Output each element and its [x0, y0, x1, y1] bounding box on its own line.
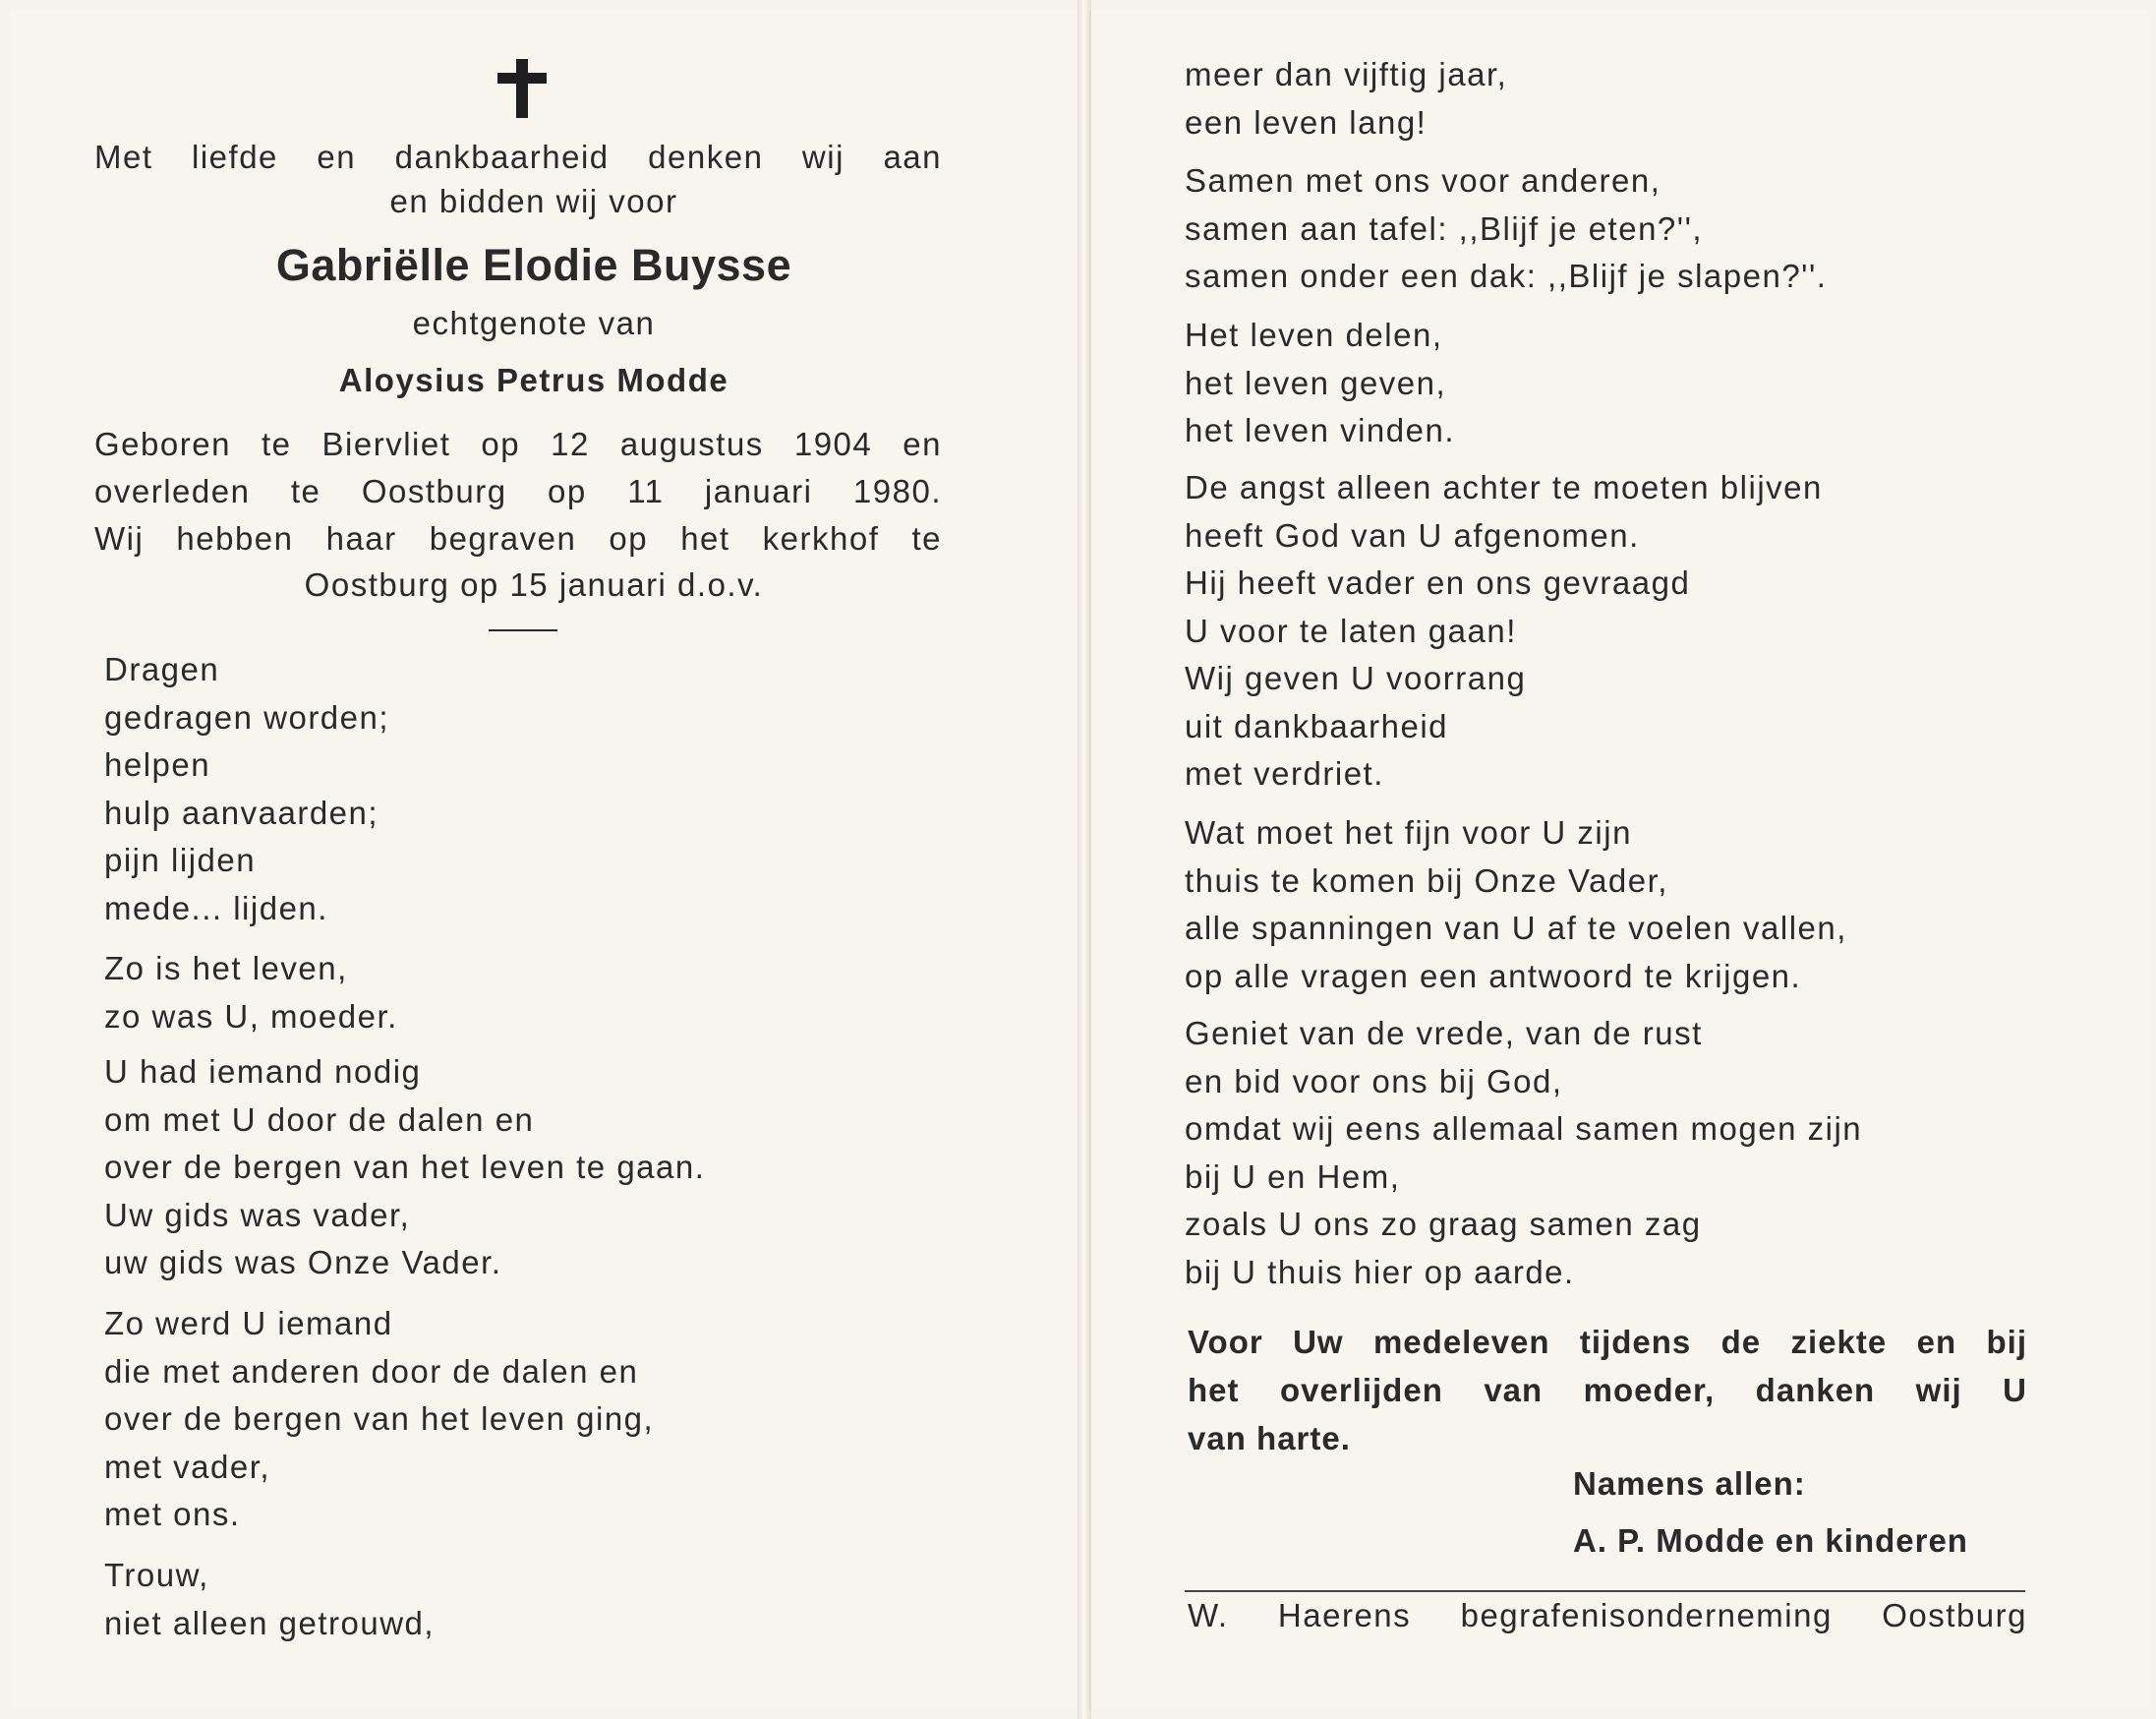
poem-line: zo was U, moeder. — [104, 997, 398, 1035]
poem-line: meer dan vijftig jaar, — [1185, 56, 1508, 92]
poem-line: om met U door de dalen en — [104, 1100, 535, 1138]
poem-line: met verdriet. — [1185, 755, 1384, 792]
undertaker-credit: W. Haerens begrafenisonderneming Oostburg — [1188, 1597, 2027, 1633]
signature-intro: Namens allen: — [1573, 1465, 1806, 1502]
poem-line: Geniet van de vrede, van de rust — [1185, 1015, 1703, 1051]
poem-line: helpen — [104, 746, 211, 783]
life-details-line: Wij hebben haar begraven op het kerkhof te — [94, 520, 942, 557]
poem-stanza — [104, 1048, 705, 1287]
poem-line: Wat moet het fijn voor U zijn — [1185, 814, 1632, 851]
poem-line: het leven geven, — [1185, 364, 1447, 401]
poem-line: thuis te komen bij Onze Vader, — [1185, 861, 1668, 899]
poem-line: omdat wij eens allemaal samen mogen zijn — [1185, 1110, 1863, 1147]
life-details-line: overleden te Oostburg op 11 januari 1980. — [94, 473, 942, 509]
deceased-name: Gabriëlle Elodie Buysse — [275, 240, 792, 290]
poem-line: uw gids was Onze Vader. — [104, 1244, 502, 1280]
cross-icon — [497, 59, 547, 118]
poem-line: U had iemand nodig — [104, 1053, 422, 1090]
poem-line: Uw gids was vader, — [104, 1196, 411, 1233]
poem-line: bij U en Hem, — [1185, 1157, 1401, 1195]
poem-line: uit dankbaarheid — [1185, 707, 1449, 744]
poem-line: De angst alleen achter te moeten blijven — [1185, 469, 1823, 505]
poem-stanza — [104, 1552, 435, 1647]
life-details-line: Oostburg op 15 januari d.o.v. — [304, 566, 764, 603]
poem-line: Het leven delen, — [1185, 317, 1443, 353]
life-details-line: Geboren te Biervliet op 12 augustus 1904 en — [94, 426, 942, 462]
poem-line: niet alleen getrouwd, — [104, 1604, 436, 1641]
poem-line: zoals U ons zo graag samen zag — [1185, 1206, 1702, 1242]
thank-you-note — [1188, 1318, 2027, 1462]
poem-line: met vader, — [104, 1448, 271, 1485]
thank-you-line: van harte. — [1188, 1420, 1351, 1456]
poem-line: Trouw, — [104, 1557, 209, 1593]
poem-line: gedragen worden; — [104, 698, 390, 736]
poem-stanza — [1185, 157, 1827, 301]
poem-line: over de bergen van het leven ging, — [104, 1400, 655, 1437]
spouse-intro: echtgenote van — [412, 305, 656, 341]
poem-line: Samen met ons voor anderen, — [1185, 162, 1661, 199]
poem-stanza — [104, 945, 398, 1040]
poem-line: Hij heeft vader en ons gevraagd — [1185, 564, 1691, 601]
section-divider — [489, 629, 557, 631]
poem-line: Zo is het leven, — [104, 950, 348, 986]
thank-you-line: Voor Uw medeleven tijdens de ziekte en bij — [1188, 1324, 2027, 1360]
poem-line: bij U thuis hier op aarde. — [1185, 1253, 1575, 1290]
intro-line-2: en bidden wij voor — [389, 183, 678, 219]
poem-stanza — [1185, 312, 1455, 455]
poem-stanza — [1185, 464, 1823, 799]
poem-stanza — [104, 1300, 654, 1539]
poem-line: op alle vragen een antwoord te krijgen. — [1185, 957, 1802, 994]
poem-line: en bid voor ons bij God, — [1185, 1062, 1563, 1099]
poem-line: Wij geven U voorrang — [1185, 660, 1527, 696]
poem-line: samen onder een dak: ,,Blijf je slapen?''. — [1185, 258, 1828, 294]
poem-stanza — [1185, 51, 1507, 147]
poem-line: Zo werd U iemand — [104, 1305, 393, 1341]
signature: A. P. Modde en kinderen — [1573, 1522, 1968, 1559]
poem-line: met ons. — [104, 1496, 241, 1532]
poem-line: hulp aanvaarden; — [104, 794, 379, 831]
poem-stanza — [1185, 1010, 1862, 1296]
poem-line: pijn lijden — [104, 842, 257, 878]
poem-stanza — [1185, 809, 1847, 1000]
poem-line: samen aan tafel: ,,Blijf je eten?'', — [1185, 209, 1704, 247]
thank-you-line: het overlijden van moeder, danken wij U — [1188, 1372, 2027, 1408]
poem-line: over de bergen van het leven te gaan. — [104, 1149, 706, 1185]
spouse-name: Aloysius Petrus Modde — [338, 362, 729, 398]
poem-line: heeft God van U afgenomen. — [1185, 516, 1640, 554]
poem-line: U voor te laten gaan! — [1185, 612, 1517, 649]
intro-line-1: Met liefde en dankbaarheid denken wij aan — [94, 139, 942, 175]
poem-line: alle spanningen van U af te voelen vallen, — [1185, 910, 1847, 946]
poem-line: mede... lijden. — [104, 889, 328, 926]
poem-line: Dragen — [104, 651, 220, 687]
poem-line: een leven lang! — [1185, 103, 1428, 141]
footer-divider — [1185, 1590, 2025, 1592]
poem-line: die met anderen door de dalen en — [104, 1352, 639, 1390]
poem-line: het leven vinden. — [1185, 412, 1456, 448]
life-details — [94, 421, 942, 563]
poem-stanza — [104, 646, 389, 932]
